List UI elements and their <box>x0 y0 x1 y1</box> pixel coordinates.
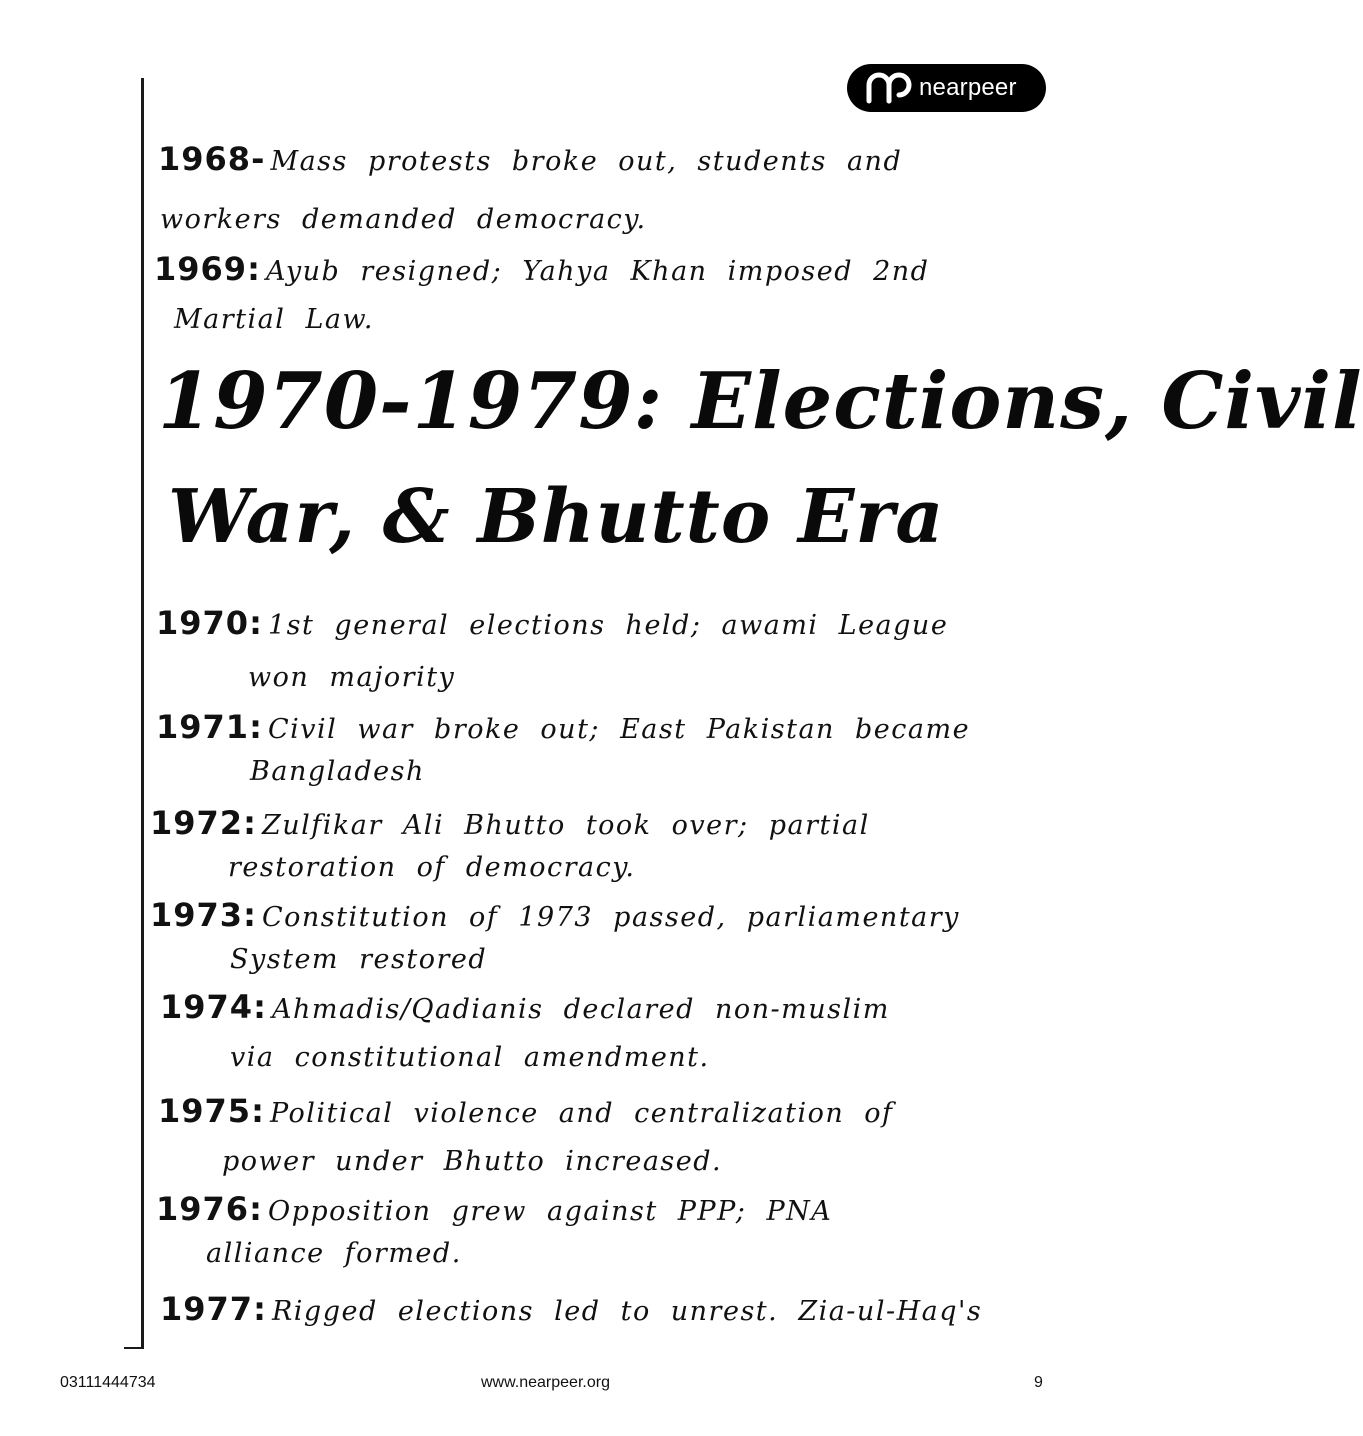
entry-1968 <box>158 140 902 178</box>
entry-1971-cont: Bangladesh <box>250 756 425 787</box>
section-heading-line2: War, & Bhutto Era <box>168 474 945 560</box>
entry-1972 <box>150 804 870 842</box>
entry-text: Mass protests broke out, students and <box>270 146 903 177</box>
entry-1973-cont: System restored <box>230 944 488 975</box>
entry-year: 1969: <box>154 250 261 288</box>
entry-year: 1975: <box>158 1092 265 1130</box>
entry-1969 <box>154 250 929 288</box>
nearpeer-logo-icon <box>865 71 911 105</box>
entry-1972-cont: restoration of democracy. <box>228 852 636 883</box>
footer-phone: 03111444734 <box>60 1374 156 1391</box>
entry-text: Rigged elections led to unrest. Zia-ul-Haq's <box>271 1296 983 1327</box>
margin-line <box>141 78 144 1348</box>
entry-year: 1970: <box>156 604 263 642</box>
section-heading-line1: 1970-1979: Elections, Civil <box>158 356 1363 447</box>
entry-1968-cont: workers demanded democracy. <box>160 204 647 235</box>
entry-year: 1977: <box>160 1290 267 1328</box>
entry-year: 1972: <box>150 804 257 842</box>
margin-line-foot <box>124 1347 144 1349</box>
entry-1975-cont: power under Bhutto increased. <box>222 1146 723 1177</box>
entry-text: Ayub resigned; Yahya Khan imposed 2nd <box>265 256 930 287</box>
entry-year: 1971: <box>156 708 263 746</box>
entry-1970-cont: won majority <box>248 662 456 693</box>
entry-1976 <box>156 1190 832 1228</box>
entry-1974 <box>160 988 890 1026</box>
entry-1971 <box>156 708 970 746</box>
entry-1973 <box>150 896 960 934</box>
footer-website[interactable]: www.nearpeer.org <box>481 1374 610 1391</box>
entry-year: 1974: <box>160 988 267 1026</box>
logo-text: nearpeer <box>919 74 1017 101</box>
entry-1975 <box>158 1092 894 1130</box>
page-number: 9 <box>1034 1374 1043 1391</box>
entry-1970 <box>156 604 948 642</box>
entry-1969-cont: Martial Law. <box>174 304 374 335</box>
entry-text: Opposition grew against PPP; PNA <box>267 1196 833 1227</box>
entry-1977 <box>160 1290 982 1328</box>
entry-1976-cont: alliance formed. <box>206 1238 462 1269</box>
entry-year: 1973: <box>150 896 257 934</box>
entry-text: Civil war broke out; East Pakistan became <box>267 714 971 745</box>
entry-text: Ahmadis/Qadianis declared non-muslim <box>271 994 890 1025</box>
entry-1974-cont: via constitutional amendment. <box>230 1042 710 1073</box>
entry-text: Political violence and centralization of <box>269 1098 894 1129</box>
entry-text: 1st general elections held; awami League <box>267 610 949 641</box>
entry-text: Zulfikar Ali Bhutto took over; partial <box>261 810 870 841</box>
nearpeer-logo <box>847 64 1046 112</box>
entry-year: 1976: <box>156 1190 263 1228</box>
entry-year: 1968- <box>158 140 266 178</box>
entry-text: Constitution of 1973 passed, parliamentary <box>261 902 960 933</box>
